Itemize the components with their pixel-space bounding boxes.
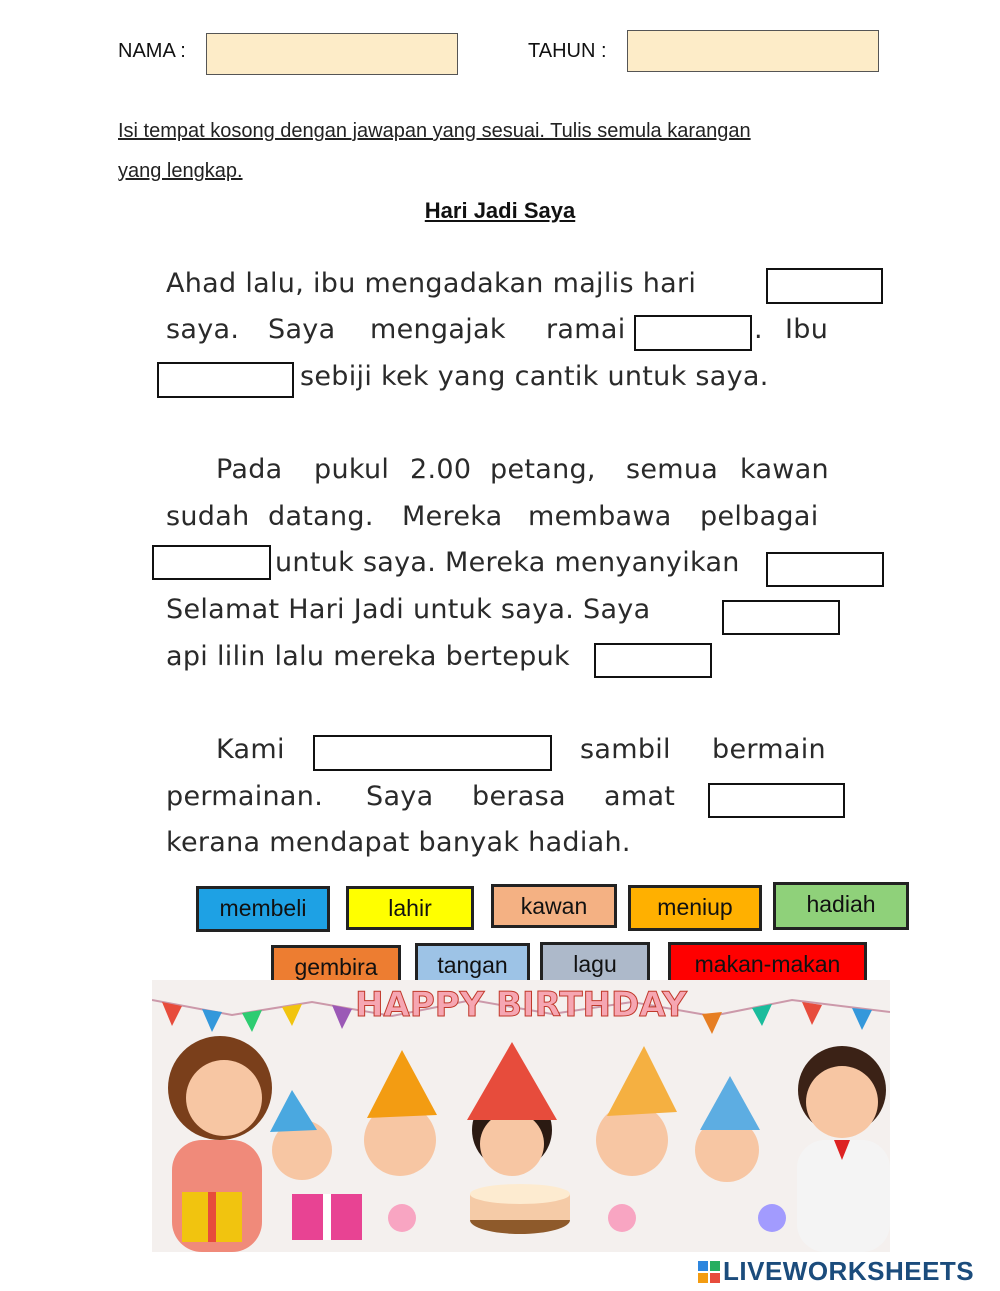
story-p3-line1-a: Kami xyxy=(216,734,285,765)
story-p2-line2-d: membawa xyxy=(528,501,672,532)
blank-6[interactable] xyxy=(722,600,840,635)
story-p2-line2-a: sudah xyxy=(166,501,250,532)
story-p2-line1-a: Pada xyxy=(216,454,283,485)
story-p1-line2-c: mengajak xyxy=(370,314,506,345)
story-p1-line2-f: Ibu xyxy=(785,314,829,345)
word-chip-gembira[interactable]: gembira xyxy=(271,945,401,993)
name-input[interactable] xyxy=(206,33,458,75)
story-p2-line5: api lilin lalu mereka bertepuk xyxy=(166,641,570,672)
word-chip-hadiah[interactable]: hadiah xyxy=(773,882,909,930)
instruction-line-2: yang lengkap. xyxy=(118,160,243,182)
blank-7[interactable] xyxy=(594,643,712,678)
word-chip-makan-makan[interactable]: makan-makan xyxy=(668,942,867,990)
story-p2-line1-e: semua xyxy=(626,454,719,485)
word-chip-kawan[interactable]: kawan xyxy=(491,884,617,928)
story-p3-line2-a: permainan. xyxy=(166,781,324,812)
banner-text: HAPPY BIRTHDAY xyxy=(355,985,687,1025)
story-p3-line2-c: berasa xyxy=(472,781,566,812)
word-chip-membeli[interactable]: membeli xyxy=(196,886,330,932)
word-chip-tangan[interactable]: tangan xyxy=(415,943,530,991)
story-p3-line2-b: Saya xyxy=(366,781,434,812)
blank-9[interactable] xyxy=(708,783,845,818)
story-p1-line1: Ahad lalu, ibu mengadakan majlis hari xyxy=(166,268,697,299)
logo-mark-icon xyxy=(698,1259,720,1281)
instruction-line-1: Isi tempat kosong dengan jawapan yang sesuai. Tulis semula karangan xyxy=(118,120,751,142)
blank-3[interactable] xyxy=(157,362,294,398)
story-p3-line2-d: amat xyxy=(604,781,676,812)
story-p2-line2-c: Mereka xyxy=(402,501,503,532)
story-p3-line1-c: bermain xyxy=(712,734,826,765)
story-p2-line1-c: 2.00 xyxy=(410,454,472,485)
story-p3-line3: kerana mendapat banyak hadiah. xyxy=(166,827,631,858)
year-input[interactable] xyxy=(627,30,879,72)
word-chip-lahir[interactable]: lahir xyxy=(346,886,474,930)
story-p1-line2-a: saya. xyxy=(166,314,240,345)
word-chip-lagu[interactable]: lagu xyxy=(540,942,650,990)
name-label: NAMA : xyxy=(118,40,186,62)
story-p2-line3: untuk saya. Mereka menyanyikan xyxy=(275,547,740,578)
story-p1-line2-d: ramai xyxy=(546,314,626,345)
story-p3-line1-b: sambil xyxy=(580,734,671,765)
birthday-scene xyxy=(152,980,890,1252)
story-p2-line4: Selamat Hari Jadi untuk saya. Saya xyxy=(166,594,651,625)
story-p2-line1-d: petang, xyxy=(490,454,596,485)
story-p2-line2-e: pelbagai xyxy=(700,501,819,532)
birthday-party-illustration xyxy=(152,980,890,1252)
story-p1-line3: sebiji kek yang cantik untuk saya. xyxy=(300,361,769,392)
page-title: Hari Jadi Saya xyxy=(424,198,576,223)
blank-8[interactable] xyxy=(313,735,552,771)
liveworksheets-logo xyxy=(698,1256,974,1287)
year-label: TAHUN : xyxy=(528,40,607,62)
blank-5[interactable] xyxy=(766,552,884,587)
logo-text: LIVEWORKSHEETS xyxy=(723,1256,975,1286)
story-p1-line2-b: Saya xyxy=(268,314,336,345)
blank-4[interactable] xyxy=(152,545,271,580)
word-chip-meniup[interactable]: meniup xyxy=(628,885,762,931)
blank-1[interactable] xyxy=(766,268,883,304)
story-p1-line2-e: . xyxy=(754,314,763,345)
story-p2-line2-b: datang. xyxy=(268,501,374,532)
story-p2-line1-f: kawan xyxy=(740,454,829,485)
story-p2-line1-b: pukul xyxy=(314,454,390,485)
blank-2[interactable] xyxy=(634,315,752,351)
